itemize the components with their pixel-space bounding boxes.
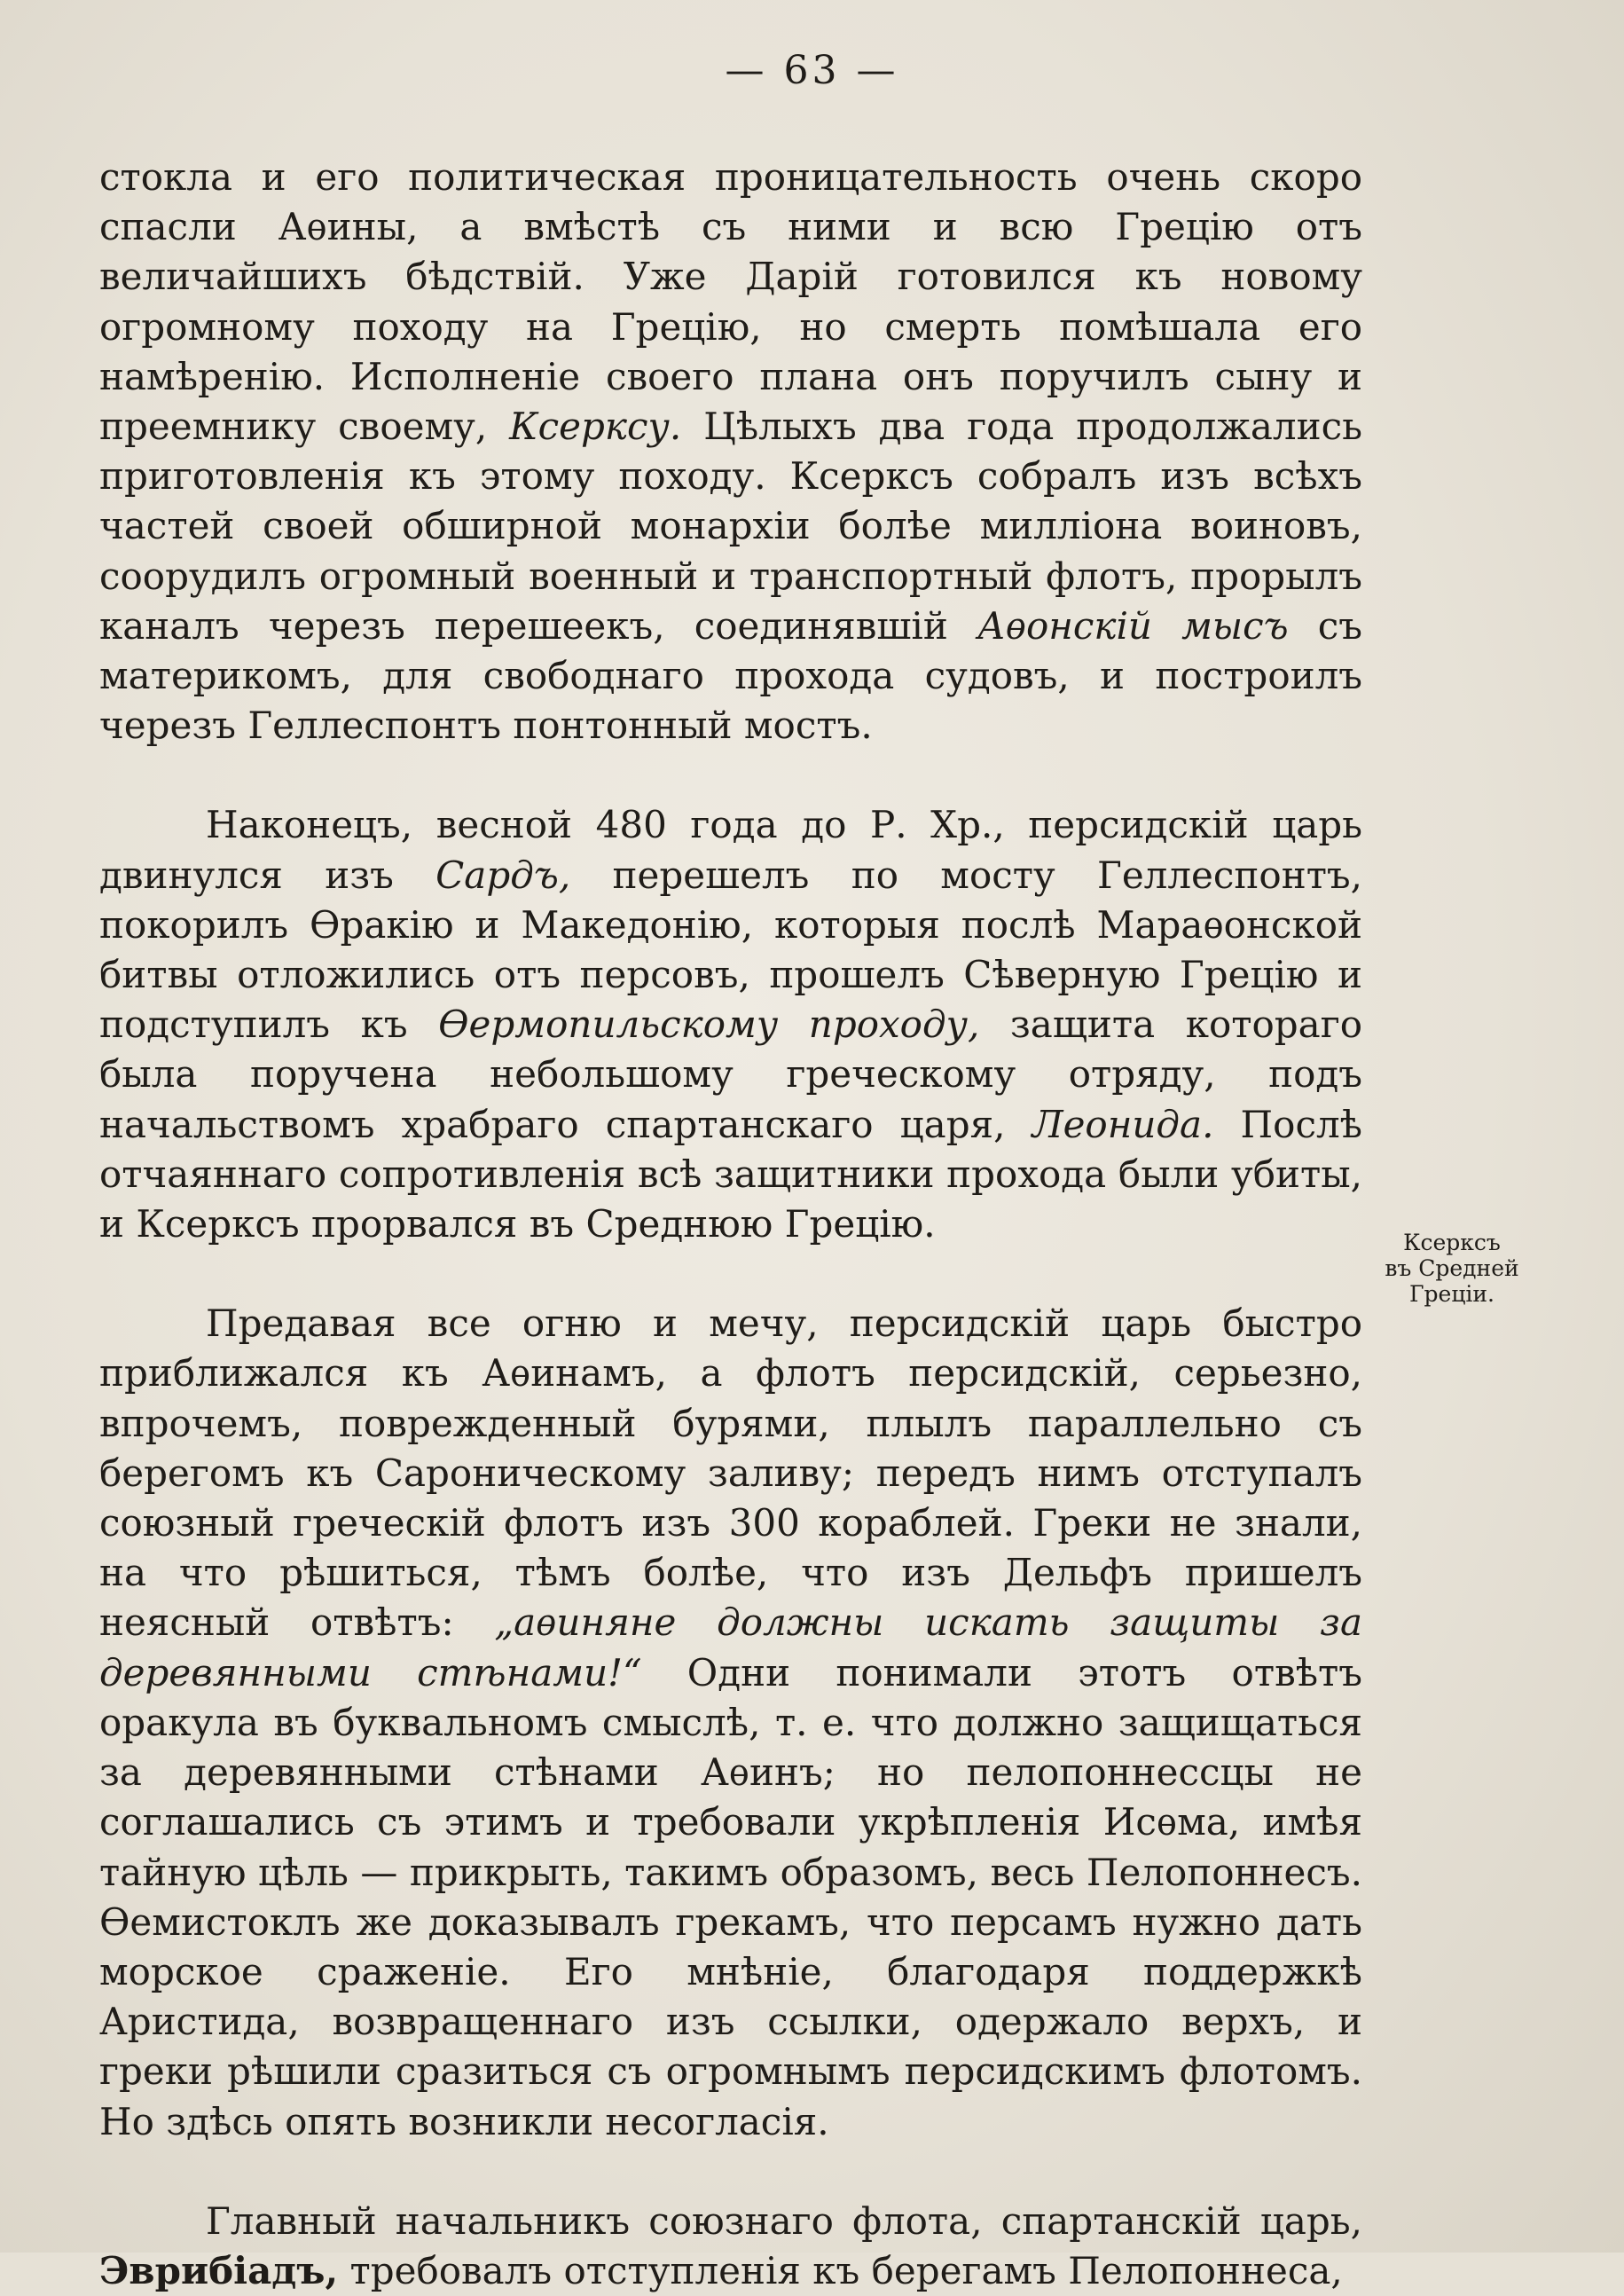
margin-note-line-1: Ксерксъ: [1403, 1230, 1501, 1255]
text-segment: Наконецъ, весной 480 года до Р. Хр., персидскій царь двинулся изъ: [99, 803, 1362, 897]
text-segment: съ материкомъ, для свободнаго прохода судовъ, и построилъ черезъ Геллеспонтъ понтонный мостъ.: [99, 603, 1362, 748]
text-segment: Предавая все огню и мечу, персидскій царь быстро приближался къ Аѳинамъ, а флотъ персидскій, серьезно, впрочемъ, поврежденный бурями, плылъ параллельно съ берегомъ къ Сароническому заливу; передъ нимъ отступалъ союзный греческій флотъ изъ 300 кораблей. Греки не знали, на что рѣшиться, тѣмъ болѣе, что изъ Дельфъ пришелъ неясный отвѣтъ:: [99, 1301, 1362, 1645]
text-segment: требовалъ отступленія къ берегамъ Пелопоннеса,: [338, 2248, 1343, 2292]
text-segment: защита котораго была поручена небольшому греческому отряду, подъ начальствомъ храбраго спартанскаго царя,: [99, 1003, 1362, 1146]
text-segment: Послѣ отчаяннаго сопротивленія всѣ защитники прохода были убиты, и Ксерксъ прорвался въ Среднюю Грецію.: [99, 1102, 1362, 1246]
text-segment: Ксерксу.: [509, 405, 682, 449]
text-segment: Эврибіадъ,: [99, 2248, 339, 2292]
text-segment: „аѳиняне должны искать защиты за деревянными стѣнами!“: [99, 1600, 1362, 1694]
text-segment: Аѳонскій мысъ: [977, 603, 1289, 648]
paragraph-4: [99, 2197, 1362, 2296]
text-segment: Сардъ,: [435, 853, 571, 897]
body-text: [99, 153, 1362, 2296]
text-segment: Цѣлыхъ два года продолжались приготовленія къ этому походу. Ксерксъ собралъ изъ всѣхъ частей своей обширной монархіи болѣе милліона воиновъ, соорудилъ огромный военный и транспортный флотъ, прорылъ каналъ черезъ перешеекъ, соединявшій: [99, 405, 1362, 648]
page-number: — 63 —: [725, 48, 899, 93]
text-segment: Одни понимали этотъ отвѣтъ оракула въ буквальномъ смыслѣ, т. е. что должно защищаться за деревянными стѣнами Аѳинъ; но пелопоннессцы не соглашались съ этимъ и требовали укрѣпленія Исѳма, имѣя тайную цѣль — прикрыть, такимъ образомъ, весь Пелопоннесъ. Ѳемистоклъ же доказывалъ грекамъ, что персамъ нужно дать морское сраженіе. Его мнѣніе, благодаря поддержкѣ Аристида, возвращеннаго изъ ссылки, одержало верхъ, и греки рѣшили сразиться съ огромнымъ персидскимъ флотомъ. Но здѣсь опять возникли несогласія.: [99, 1650, 1362, 2143]
margin-note-line-3: Греціи.: [1408, 1281, 1495, 1307]
text-segment: Ѳермопильскому проходу,: [438, 1003, 980, 1047]
paragraph-2: [99, 800, 1362, 1249]
margin-note-line-2: въ Средней: [1385, 1255, 1519, 1281]
text-segment: стокла и его политическая проницательность очень скоро спасли Аѳины, а вмѣстѣ съ ними и всю Грецію отъ величайшихъ бѣдствій. Уже Дарій готовился къ новому огромному походу на Грецію, но смерть помѣшала его намѣренію. Исполненіе своего плана онъ поручилъ сыну и преемнику своему,: [99, 155, 1362, 449]
text-segment: перешелъ по мосту Геллеспонтъ, покорилъ Ѳракію и Македонію, которыя послѣ Мараѳонской битвы отложились отъ персовъ, прошелъ Сѣверную Грецію и подступилъ къ: [99, 853, 1363, 1047]
text-segment: Главный начальникъ союзнаго флота, спартанскій царь,: [206, 2198, 1362, 2243]
margin-note: [1377, 1230, 1527, 1307]
text-segment: Леонида.: [1032, 1102, 1214, 1146]
paragraph-1: [99, 153, 1362, 751]
paragraph-3: [99, 1299, 1362, 2146]
